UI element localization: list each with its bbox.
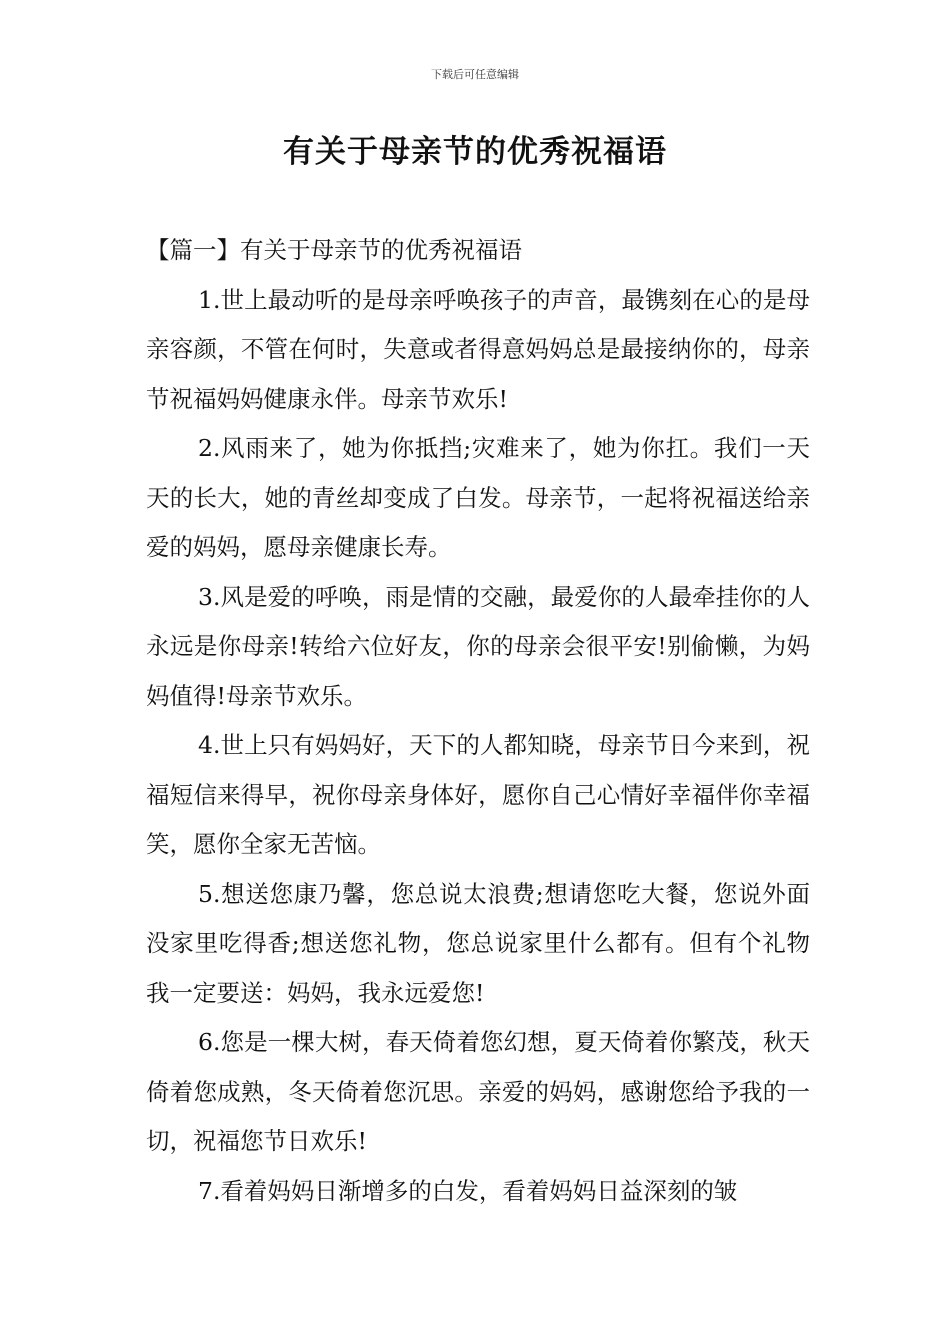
- paragraph-3: 3.风是爱的呼唤，雨是情的交融，最爱你的人最牵挂你的人永远是你母亲!转给六位好友，你的母亲会很平安!别偷懒，为妈妈值得!母亲节欢乐。: [146, 582, 810, 710]
- document-body: [146, 226, 810, 1216]
- paragraph-2: 2.风雨来了，她为你抵挡;灾难来了，她为你扛。我们一天天的长大，她的青丝却变成了白发。母亲节，一起将祝福送给亲爱的妈妈，愿母亲健康长寿。: [146, 434, 810, 561]
- document-title: 有关于母亲节的优秀祝福语: [283, 134, 667, 170]
- header-note: 下载后可任意编辑: [431, 68, 519, 81]
- paragraph-1: 1.世上最动听的是母亲呼唤孩子的声音，最镌刻在心的是母亲容颜，不管在何时，失意或者得意妈妈总是最接纳你的，母亲节祝福妈妈健康永伴。母亲节欢乐!: [146, 285, 810, 413]
- section-heading: 【篇一】有关于母亲节的优秀祝福语: [146, 236, 522, 264]
- paragraph-6: 6.您是一棵大树，春天倚着您幻想，夏天倚着你繁茂，秋天倚着您成熟，冬天倚着您沉思。亲爱的妈妈，感谢您给予我的一切，祝福您节日欢乐!: [146, 1028, 810, 1155]
- paragraph-4: 4.世上只有妈妈好，天下的人都知晓，母亲节日今来到，祝福短信来得早，祝你母亲身体好，愿你自己心情好幸福伴你幸福笑，愿你全家无苦恼。: [146, 731, 810, 858]
- paragraph-5: 5.想送您康乃馨，您总说太浪费;想请您吃大餐，您说外面没家里吃得香;想送您礼物，您总说家里什么都有。但有个礼物我一定要送：妈妈，我永远爱您!: [146, 879, 810, 1007]
- paragraph-7: 7.看着妈妈日渐增多的白发，看着妈妈日益深刻的皱: [198, 1176, 738, 1205]
